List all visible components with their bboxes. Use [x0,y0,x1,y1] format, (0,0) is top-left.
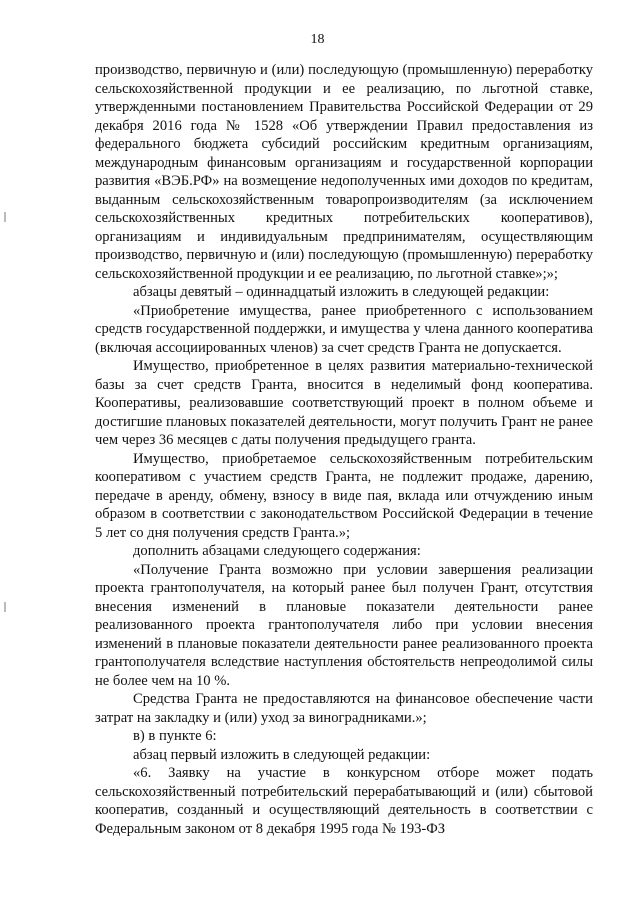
paragraph: абзацы девятый – одиннадцатый изложить в следующей редакции: [133,284,550,300]
paragraph: в) в пункте 6: [133,728,217,744]
paragraph: дополнить абзацами следующего содержания: [133,543,421,559]
paragraph: производство, первичную и (или) последующую (промышленную) переработку сельскохозяйственной продукции и ее реализацию, по льготной ставке, утвержденными постановлением Правительства Российской Федерации от 29 декабря 2016 года № 1528 «Об утверждении Правил предоставления из федерального бюджета субсидий российским кредитным организациям, международным финансовым организациям и государственной корпорации развития «ВЭБ.РФ» на возмещение недополученных ими доходов по кредитам, выданным сельскохозяйственным товаропроизводителям (за исключением сельскохозяйственных кредитных потребительских кооперативов), организациям и индивидуальным предпринимателям, осуществляющим производство, первичную и (или) последующую (промышленную) переработку сельскохозяйственной продукции и ее реализацию, по льготной ставке»;»; [95,62,593,282]
paragraph: «Приобретение имущества, ранее приобретенного с использованием средств государственной поддержки, и имущества у члена данного кооператива (включая ассоциированных членов) за счет средств Гранта не допускается. [95,302,593,356]
paragraph: Имущество, приобретаемое сельскохозяйственным потребительским кооперативом с участием средств Гранта, не подлежит продаже, дарению, передаче в аренду, обмену, взносу в виде пая, вклада или отчуждению иным образом в соответствии с законодательством Российской Федерации в течение 5 лет со дня получения средств Гранта.»; [95,450,593,541]
paragraph: абзац первый изложить в следующей редакции: [133,746,431,763]
paragraph: Имущество, приобретенное в целях развития материально-технической базы за счет средств Гранта, вносится в неделимый фонд кооператива. Кооперативы, реализовавшие соответствующий проект в полном объеме и достигшие плановых показателей деятельности, могут получить Грант не ранее чем через 36 месяцев с даты получения предыдущего гранта. [95,358,593,448]
paragraph: «6. Заявку на участие в конкурсном отборе может подать сельскохозяйственный потребительский перерабатывающий и (или) сбытовой кооператив, созданный и осуществляющий деятельность в соответствии с Федеральным законом от 8 декабря 1995 года № 193-ФЗ [95,765,593,837]
page-number: 18 [310,32,325,47]
scan-margin-mark [4,212,6,222]
paragraph: Средства Гранта не предоставляются на финансовое обеспечение части затрат на закладку и (или) уход за виноградниками.»; [95,691,593,726]
scan-margin-mark [4,602,6,612]
document-body [95,61,593,838]
paragraph: «Получение Гранта возможно при условии завершения реализации проекта грантополучателя, на который ранее был получен Грант, отсутствия внесения изменений в плановые показатели деятельности ранее реализованного проекта грантополучателя либо при условии внесения изменений в плановые показатели деятельности ранее реализованного проекта грантополучателя вследствие наступления обстоятельств непреодолимой силы не более чем на 10 %. [95,561,593,689]
